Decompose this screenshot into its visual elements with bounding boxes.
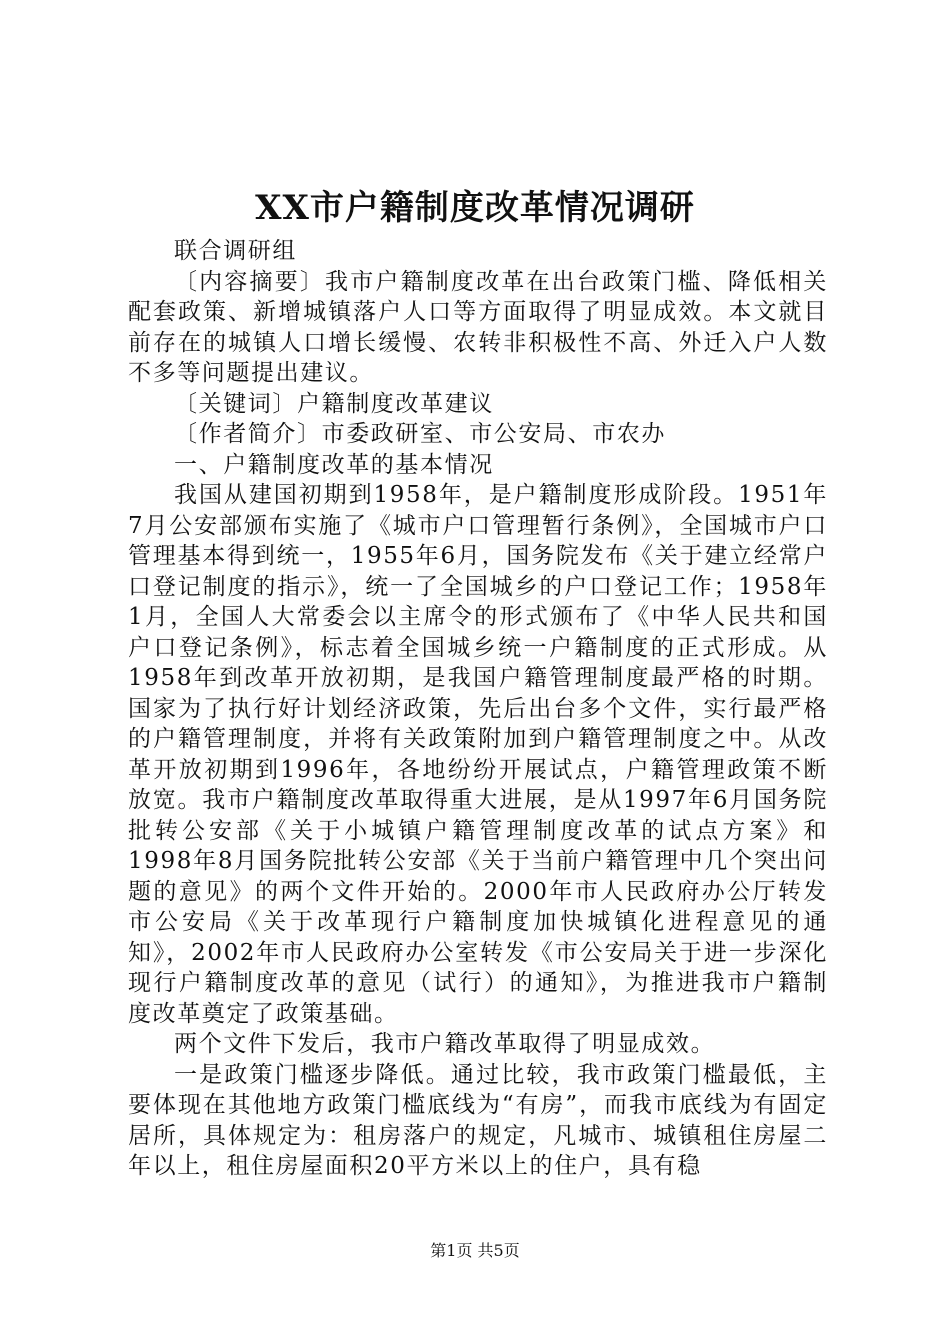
body-paragraph: 一是政策门槛逐步降低。通过比较，我市政策门槛最低，主要体现在其他地方政策门槛底线为“有房”，而我市底线为有固定居所，具体规定为：租房落户的规定，凡城市、城镇租住房屋二年以上，租住房屋面积20平方米以上的住户，具有稳 [128, 1061, 828, 1179]
body-paragraph: 两个文件下发后，我市户籍改革取得了明显成效。 [174, 1031, 716, 1057]
section-heading: 一、户籍制度改革的基本情况 [174, 451, 494, 478]
keywords-line: 〔关键词〕户籍制度改革建议 [174, 390, 494, 417]
document-body [128, 236, 828, 1182]
document-title: XX市户籍制度改革情况调研 [255, 188, 695, 228]
abstract-paragraph: 〔内容摘要〕我市户籍制度改革在出台政策门槛、降低相关配套政策、新增城镇落户人口等方面取得了明显成效。本文就目前存在的城镇人口增长缓慢、农转非积极性不高、外迁入户人数不多等问题提出建议。 [128, 268, 828, 386]
page-number: 第1页 共5页 [430, 1241, 520, 1260]
author-intro-line: 〔作者简介〕市委政研室、市公安局、市农办 [174, 421, 666, 447]
author-line: 联合调研组 [174, 238, 297, 264]
body-paragraph: 我国从建国初期到1958年，是户籍制度形成阶段。1951年7月公安部颁布实施了《城市户口管理暂行条例》，全国城市户口管理基本得到统一，1955年6月，国务院发布《关于建立经常户口登记制度的指示》，统一了全国城乡的户口登记工作；1958年1月，全国人大常委会以主席令的形式颁布了《中华人民共和国户口登记条例》，标志着全国城乡统一户籍制度的正式形成。从1958年到改革开放初期，是我国户籍管理制度最严格的时期。国家为了执行好计划经济政策，先后出台多个文件，实行最严格的户籍管理制度，并将有关政策附加到户籍管理制度之中。从改革开放初期到1996年，各地纷纷开展试点，户籍管理政策不断放宽。我市户籍制度改革取得重大进展，是从1997年6月国务院批转公安部《关于小城镇户籍管理制度改革的试点方案》和1998年8月国务院批转公安部《关于当前户籍管理中几个突出问题的意见》的两个文件开始的。2000年市人民政府办公厅转发市公安局《关于改革现行户籍制度加快城镇化进程意见的通知》，2002年市人民政府办公室转发《市公安局关于进一步深化现行户籍制度改革的意见（试行）的通知》，为推进我市户籍制度改革奠定了政策基础。 [128, 482, 828, 1027]
